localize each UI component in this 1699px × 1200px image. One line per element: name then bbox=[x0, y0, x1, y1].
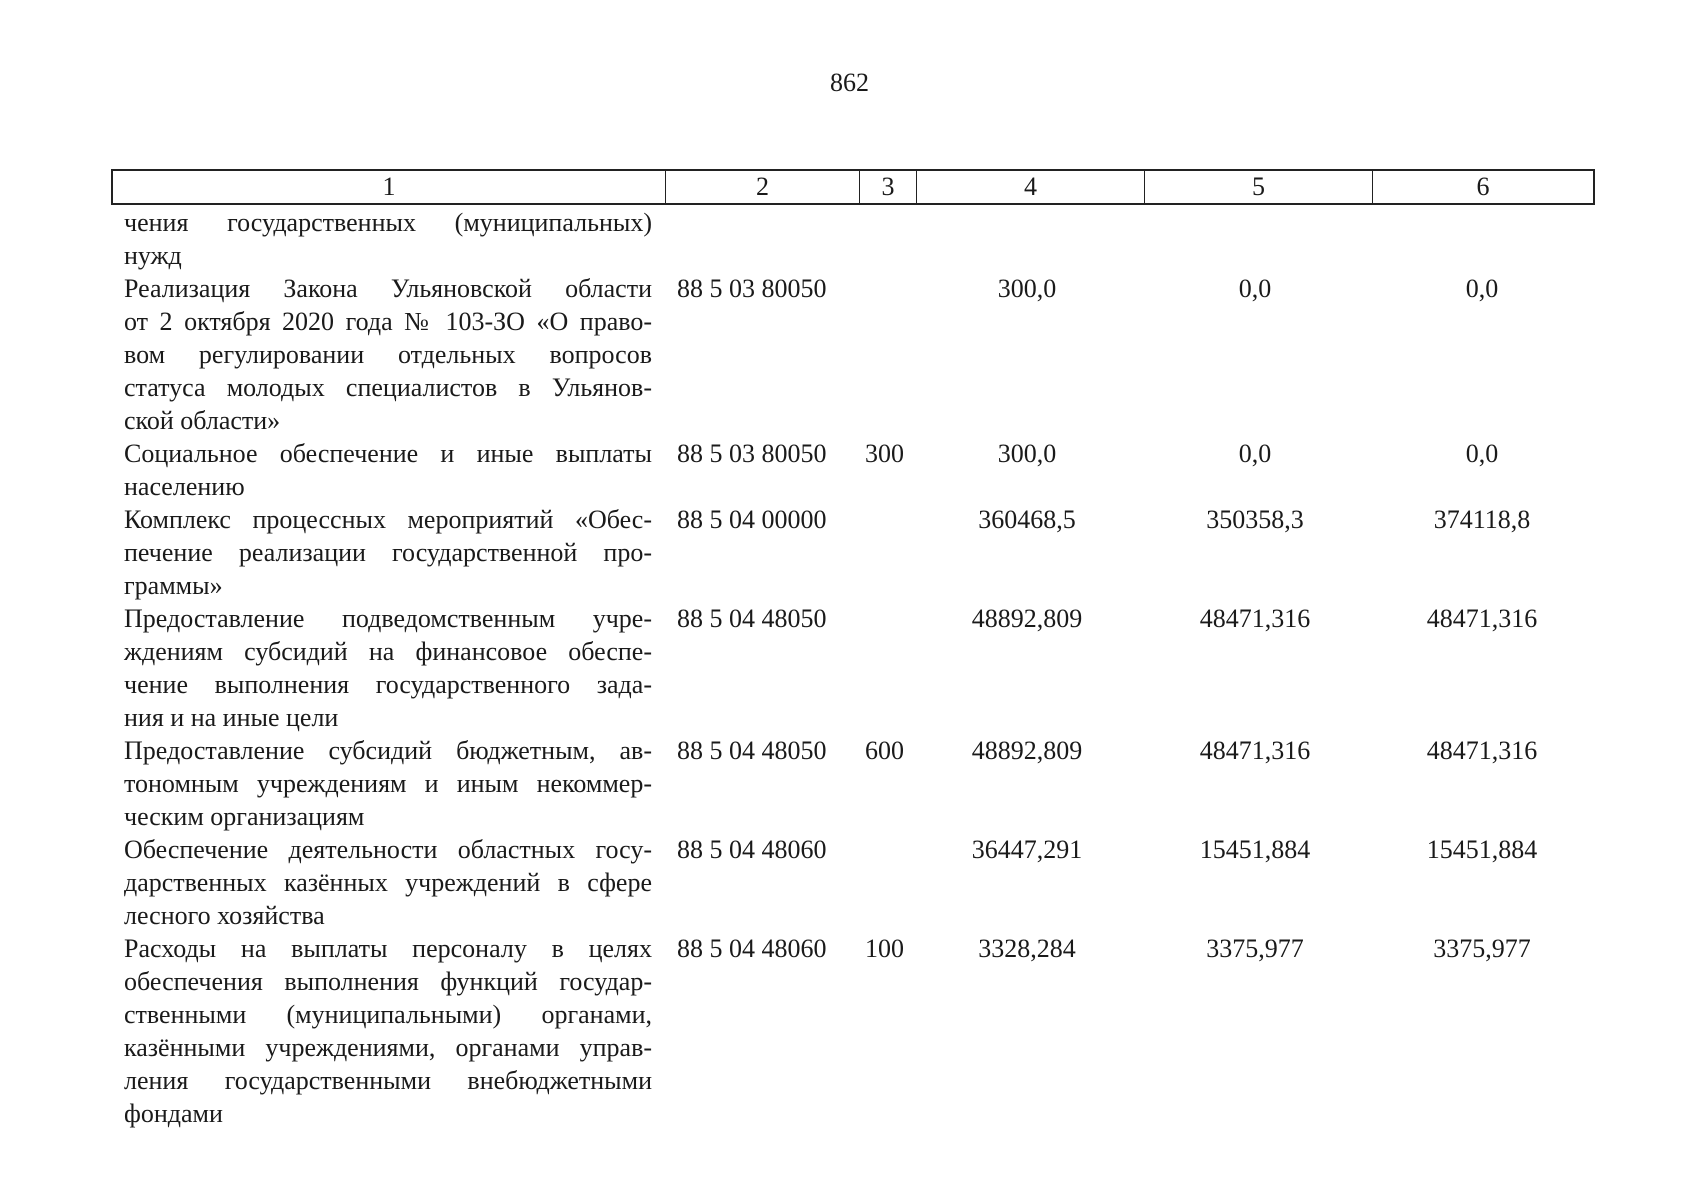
row-name-line: ния и на иные цели bbox=[124, 703, 339, 732]
row-name-line: Реализация Закона Ульяновской области bbox=[124, 274, 652, 303]
table-row bbox=[112, 206, 1593, 272]
row-name-line: ждениям субсидий на финансовое обеспе- bbox=[124, 637, 652, 666]
row-value-col4: 48892,809 bbox=[971, 736, 1083, 765]
row-name-line: Предоставление субсидий бюджетным, ав- bbox=[124, 736, 652, 765]
row-name-line: Предоставление подведомственным учре- bbox=[124, 604, 652, 633]
row-name bbox=[112, 734, 652, 833]
row-name-line: ческим организациям bbox=[124, 802, 365, 831]
row-name-line: вом регулировании отдельных вопросов bbox=[124, 340, 652, 369]
row-value-col4: 3328,284 bbox=[978, 934, 1076, 963]
table-row bbox=[112, 602, 1593, 734]
row-value-col6: 48471,316 bbox=[1426, 604, 1538, 633]
row-value-col5: 0,0 bbox=[1238, 439, 1272, 468]
table-row bbox=[112, 833, 1593, 932]
row-name bbox=[112, 272, 652, 437]
row-value-col6: 0,0 bbox=[1465, 274, 1499, 303]
row-name-line: дарственных казённых учреждений в сфере bbox=[124, 868, 652, 897]
header-col-4: 4 bbox=[917, 171, 1145, 204]
row-value-col4: 300,0 bbox=[997, 439, 1057, 468]
table-row bbox=[112, 272, 1593, 437]
row-name-line: фондами bbox=[124, 1099, 223, 1128]
header-col-3: 3 bbox=[860, 171, 917, 204]
row-name-line: статуса молодых специалистов в Ульянов- bbox=[124, 373, 652, 402]
header-col-5: 5 bbox=[1145, 171, 1373, 204]
row-value-col6: 15451,884 bbox=[1426, 835, 1538, 864]
table-row bbox=[112, 734, 1593, 833]
row-name-line: лесного хозяйства bbox=[124, 901, 325, 930]
row-name-line: Комплекс процессных мероприятий «Обес- bbox=[124, 505, 652, 534]
column-header-row bbox=[112, 170, 1594, 204]
row-value-col6: 0,0 bbox=[1465, 439, 1499, 468]
table-row bbox=[112, 503, 1593, 602]
row-name-line: обеспечения выполнения функций государ- bbox=[124, 967, 652, 996]
row-value-col5: 15451,884 bbox=[1199, 835, 1311, 864]
row-name-line: тономным учреждениям и иным некоммер- bbox=[124, 769, 652, 798]
row-name-line: граммы» bbox=[124, 571, 223, 600]
table-row bbox=[112, 932, 1593, 1130]
row-value-col4: 48892,809 bbox=[971, 604, 1083, 633]
row-code: 88 5 04 48050 bbox=[677, 736, 827, 765]
row-code: 88 5 03 80050 bbox=[677, 274, 827, 303]
row-expense-type: 100 bbox=[865, 934, 904, 963]
row-name-line: казёнными учреждениями, органами управ- bbox=[124, 1033, 652, 1062]
header-col-1: 1 bbox=[113, 171, 666, 204]
row-code: 88 5 04 00000 bbox=[677, 505, 827, 534]
table-body bbox=[112, 206, 1593, 1130]
row-name bbox=[112, 602, 652, 734]
row-value-col4: 36447,291 bbox=[971, 835, 1083, 864]
row-name-line: Расходы на выплаты персоналу в целях bbox=[124, 934, 652, 963]
row-code: 88 5 04 48050 bbox=[677, 604, 827, 633]
row-name-line: Обеспечение деятельности областных госу- bbox=[124, 835, 652, 864]
row-name bbox=[112, 503, 652, 602]
row-value-col6: 48471,316 bbox=[1426, 736, 1538, 765]
row-name-line: чение выполнения государственного зада- bbox=[124, 670, 652, 699]
row-name-line: ственными (муниципальными) органами, bbox=[124, 1000, 652, 1029]
page-number: 862 bbox=[830, 68, 869, 97]
row-code: 88 5 03 80050 bbox=[677, 439, 827, 468]
header-col-2: 2 bbox=[666, 171, 860, 204]
row-code: 88 5 04 48060 bbox=[677, 835, 827, 864]
row-name bbox=[112, 437, 652, 503]
row-expense-type: 600 bbox=[865, 736, 904, 765]
row-value-col4: 360468,5 bbox=[978, 505, 1076, 534]
row-value-col5: 48471,316 bbox=[1199, 736, 1311, 765]
row-value-col5: 3375,977 bbox=[1206, 934, 1304, 963]
table-row bbox=[112, 437, 1593, 503]
row-name-line: печение реализации государственной про- bbox=[124, 538, 652, 567]
row-name-line: ления государственными внебюджетными bbox=[124, 1066, 652, 1095]
row-name-line: от 2 октября 2020 года № 103-ЗО «О право- bbox=[124, 307, 652, 336]
header-col-6: 6 bbox=[1373, 171, 1594, 204]
row-name-line: Социальное обеспечение и иные выплаты bbox=[124, 439, 652, 468]
row-value-col5: 350358,3 bbox=[1206, 505, 1304, 534]
row-name bbox=[112, 833, 652, 932]
row-value-col5: 0,0 bbox=[1238, 274, 1272, 303]
row-name bbox=[112, 932, 652, 1130]
row-value-col4: 300,0 bbox=[997, 274, 1057, 303]
row-value-col6: 3375,977 bbox=[1433, 934, 1531, 963]
row-name-line: населению bbox=[124, 472, 245, 501]
row-expense-type: 300 bbox=[865, 439, 904, 468]
row-value-col6: 374118,8 bbox=[1433, 505, 1531, 534]
row-name-line: чения государственных (муниципальных) bbox=[124, 208, 652, 237]
row-name bbox=[112, 206, 652, 272]
row-name-line: нужд bbox=[124, 241, 182, 270]
row-code: 88 5 04 48060 bbox=[677, 934, 827, 963]
row-value-col5: 48471,316 bbox=[1199, 604, 1311, 633]
row-name-line: ской области» bbox=[124, 406, 281, 435]
